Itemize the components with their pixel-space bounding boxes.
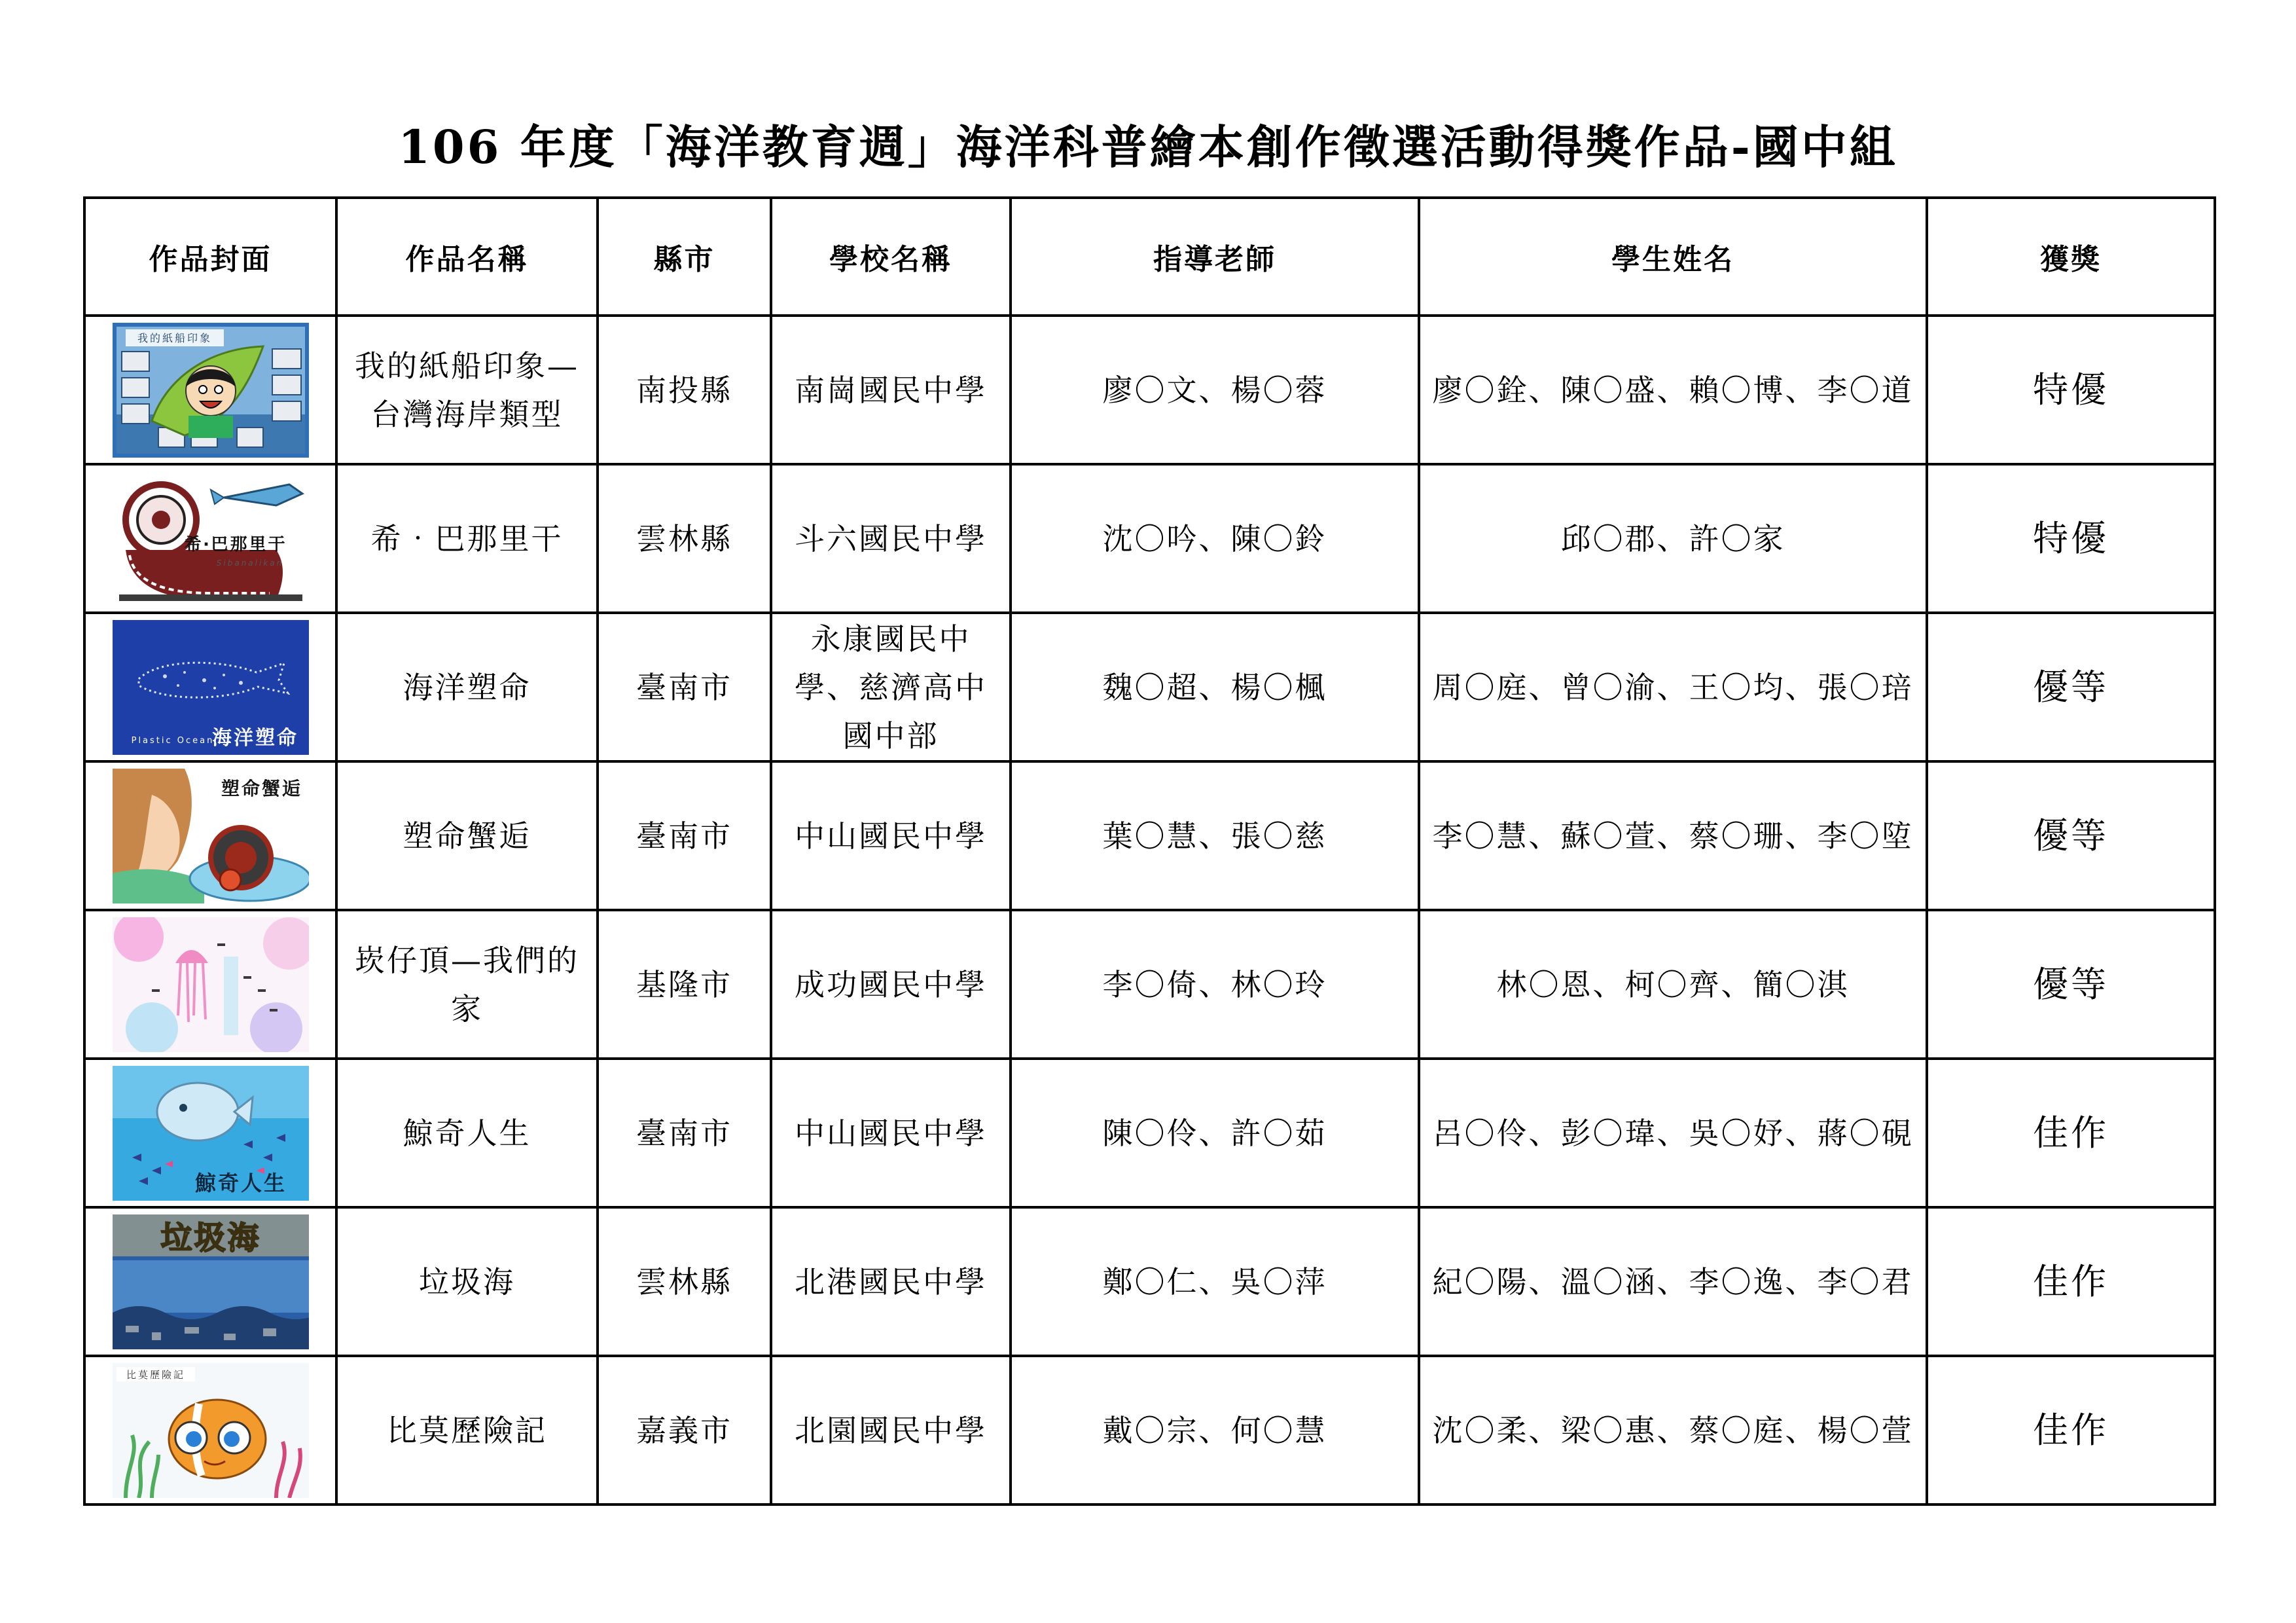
county: 臺南市 bbox=[598, 613, 771, 761]
header-row bbox=[84, 198, 2215, 316]
students: 紀〇陽、溫〇涵、李〇逸、李〇君 bbox=[1419, 1207, 1927, 1356]
award: 優等 bbox=[1927, 613, 2215, 761]
students: 周〇庭、曾〇渝、王〇均、張〇琣 bbox=[1419, 613, 1927, 761]
header-students: 學生姓名 bbox=[1419, 198, 1927, 316]
school: 成功國民中學 bbox=[771, 910, 1011, 1059]
table-row bbox=[84, 1356, 2215, 1504]
awards-table bbox=[83, 196, 2216, 1506]
teachers: 李〇倚、林〇玲 bbox=[1011, 910, 1419, 1059]
students: 廖〇銓、陳〇盛、賴〇博、李〇道 bbox=[1419, 316, 1927, 464]
page-title: 106 年度「海洋教育週」海洋科普繪本創作徵選活動得獎作品-國中組 bbox=[398, 120, 1898, 174]
teachers: 沈〇吟、陳〇鈴 bbox=[1011, 464, 1419, 613]
school: 斗六國民中學 bbox=[771, 464, 1011, 613]
cover-cell bbox=[84, 761, 336, 910]
students: 林〇恩、柯〇齊、簡〇淇 bbox=[1419, 910, 1927, 1059]
work-title: 鯨奇人生 bbox=[336, 1059, 598, 1207]
cover-subtitle-text: Plastic Ocean bbox=[131, 735, 214, 746]
header-school: 學校名稱 bbox=[771, 198, 1011, 316]
teachers: 葉〇慧、張〇慈 bbox=[1011, 761, 1419, 910]
cover-cell bbox=[84, 1059, 336, 1207]
garbage-sea-cover bbox=[113, 1214, 309, 1349]
cover-cell bbox=[84, 464, 336, 613]
school: 北園國民中學 bbox=[771, 1356, 1011, 1504]
school: 北港國民中學 bbox=[771, 1207, 1011, 1356]
school: 永康國民中學、慈濟高中國中部 bbox=[771, 613, 1011, 761]
award: 優等 bbox=[1927, 910, 2215, 1059]
cover-cell bbox=[84, 910, 336, 1059]
work-title: 崁仔頂—我們的家 bbox=[336, 910, 598, 1059]
cover-cell bbox=[84, 1356, 336, 1504]
award: 特優 bbox=[1927, 316, 2215, 464]
table-row bbox=[84, 910, 2215, 1059]
cover-title-text: 我的紙船印象 bbox=[137, 331, 212, 344]
table-row bbox=[84, 464, 2215, 613]
boy-on-taiwan-map-cover bbox=[113, 323, 309, 458]
award: 佳作 bbox=[1927, 1356, 2215, 1504]
cover-cell bbox=[84, 1207, 336, 1356]
cover-title-text: 海洋塑命 bbox=[211, 726, 298, 750]
work-title: 塑命蟹逅 bbox=[336, 761, 598, 910]
award: 優等 bbox=[1927, 761, 2215, 910]
teachers: 陳〇伶、許〇茹 bbox=[1011, 1059, 1419, 1207]
table-row bbox=[84, 1059, 2215, 1207]
award: 特優 bbox=[1927, 464, 2215, 613]
work-title: 垃圾海 bbox=[336, 1207, 598, 1356]
cover-title-text: 鯨奇人生 bbox=[194, 1170, 287, 1195]
school: 南崗國民中學 bbox=[771, 316, 1011, 464]
header-teachers: 指導老師 bbox=[1011, 198, 1419, 316]
cover-cell bbox=[84, 316, 336, 464]
teachers: 魏〇超、楊〇楓 bbox=[1011, 613, 1419, 761]
students: 邱〇郡、許〇家 bbox=[1419, 464, 1927, 613]
county: 基隆市 bbox=[598, 910, 771, 1059]
plastic-whale-cover bbox=[113, 620, 309, 755]
header-county: 縣市 bbox=[598, 198, 771, 316]
work-title: 比莫歷險記 bbox=[336, 1356, 598, 1504]
county: 臺南市 bbox=[598, 1059, 771, 1207]
work-title: 海洋塑命 bbox=[336, 613, 598, 761]
table-row bbox=[84, 761, 2215, 910]
county: 雲林縣 bbox=[598, 1207, 771, 1356]
work-title: 希‧巴那里干 bbox=[336, 464, 598, 613]
teachers: 廖〇文、楊〇蓉 bbox=[1011, 316, 1419, 464]
teachers: 鄭〇仁、吳〇萍 bbox=[1011, 1207, 1419, 1356]
work-title: 我的紙船印象—台灣海岸類型 bbox=[336, 316, 598, 464]
girl-and-crab-cover bbox=[113, 769, 309, 903]
cover-cell bbox=[84, 613, 336, 761]
header-title: 作品名稱 bbox=[336, 198, 598, 316]
table-row bbox=[84, 1207, 2215, 1356]
header-award: 獲獎 bbox=[1927, 198, 2215, 316]
cover-subtitle-text: Sibanalikan bbox=[216, 558, 283, 568]
header-cover: 作品封面 bbox=[84, 198, 336, 316]
table-row bbox=[84, 613, 2215, 761]
cover-title-text: 塑命蟹逅 bbox=[221, 777, 302, 799]
county: 南投縣 bbox=[598, 316, 771, 464]
school: 中山國民中學 bbox=[771, 761, 1011, 910]
county: 臺南市 bbox=[598, 761, 771, 910]
cover-title-text: 垃圾海 bbox=[160, 1219, 261, 1256]
cover-title-text: 比莫歷險記 bbox=[126, 1368, 185, 1381]
whale-and-fish-cover bbox=[113, 1066, 309, 1201]
aboriginal-boat-and-fish-cover bbox=[113, 471, 309, 606]
county: 雲林縣 bbox=[598, 464, 771, 613]
teachers: 戴〇宗、何〇慧 bbox=[1011, 1356, 1419, 1504]
watercolor-jellyfish-cover bbox=[113, 917, 309, 1052]
students: 沈〇柔、梁〇惠、蔡〇庭、楊〇萱 bbox=[1419, 1356, 1927, 1504]
students: 李〇慧、蘇〇萱、蔡〇珊、李〇埅 bbox=[1419, 761, 1927, 910]
award: 佳作 bbox=[1927, 1059, 2215, 1207]
table-row bbox=[84, 316, 2215, 464]
cover-title-text: 希‧巴那里干 bbox=[183, 534, 287, 555]
clownfish-cover bbox=[113, 1363, 309, 1498]
school: 中山國民中學 bbox=[771, 1059, 1011, 1207]
students: 呂〇伶、彭〇瑋、吳〇妤、蔣〇硯 bbox=[1419, 1059, 1927, 1207]
award: 佳作 bbox=[1927, 1207, 2215, 1356]
county: 嘉義市 bbox=[598, 1356, 771, 1504]
